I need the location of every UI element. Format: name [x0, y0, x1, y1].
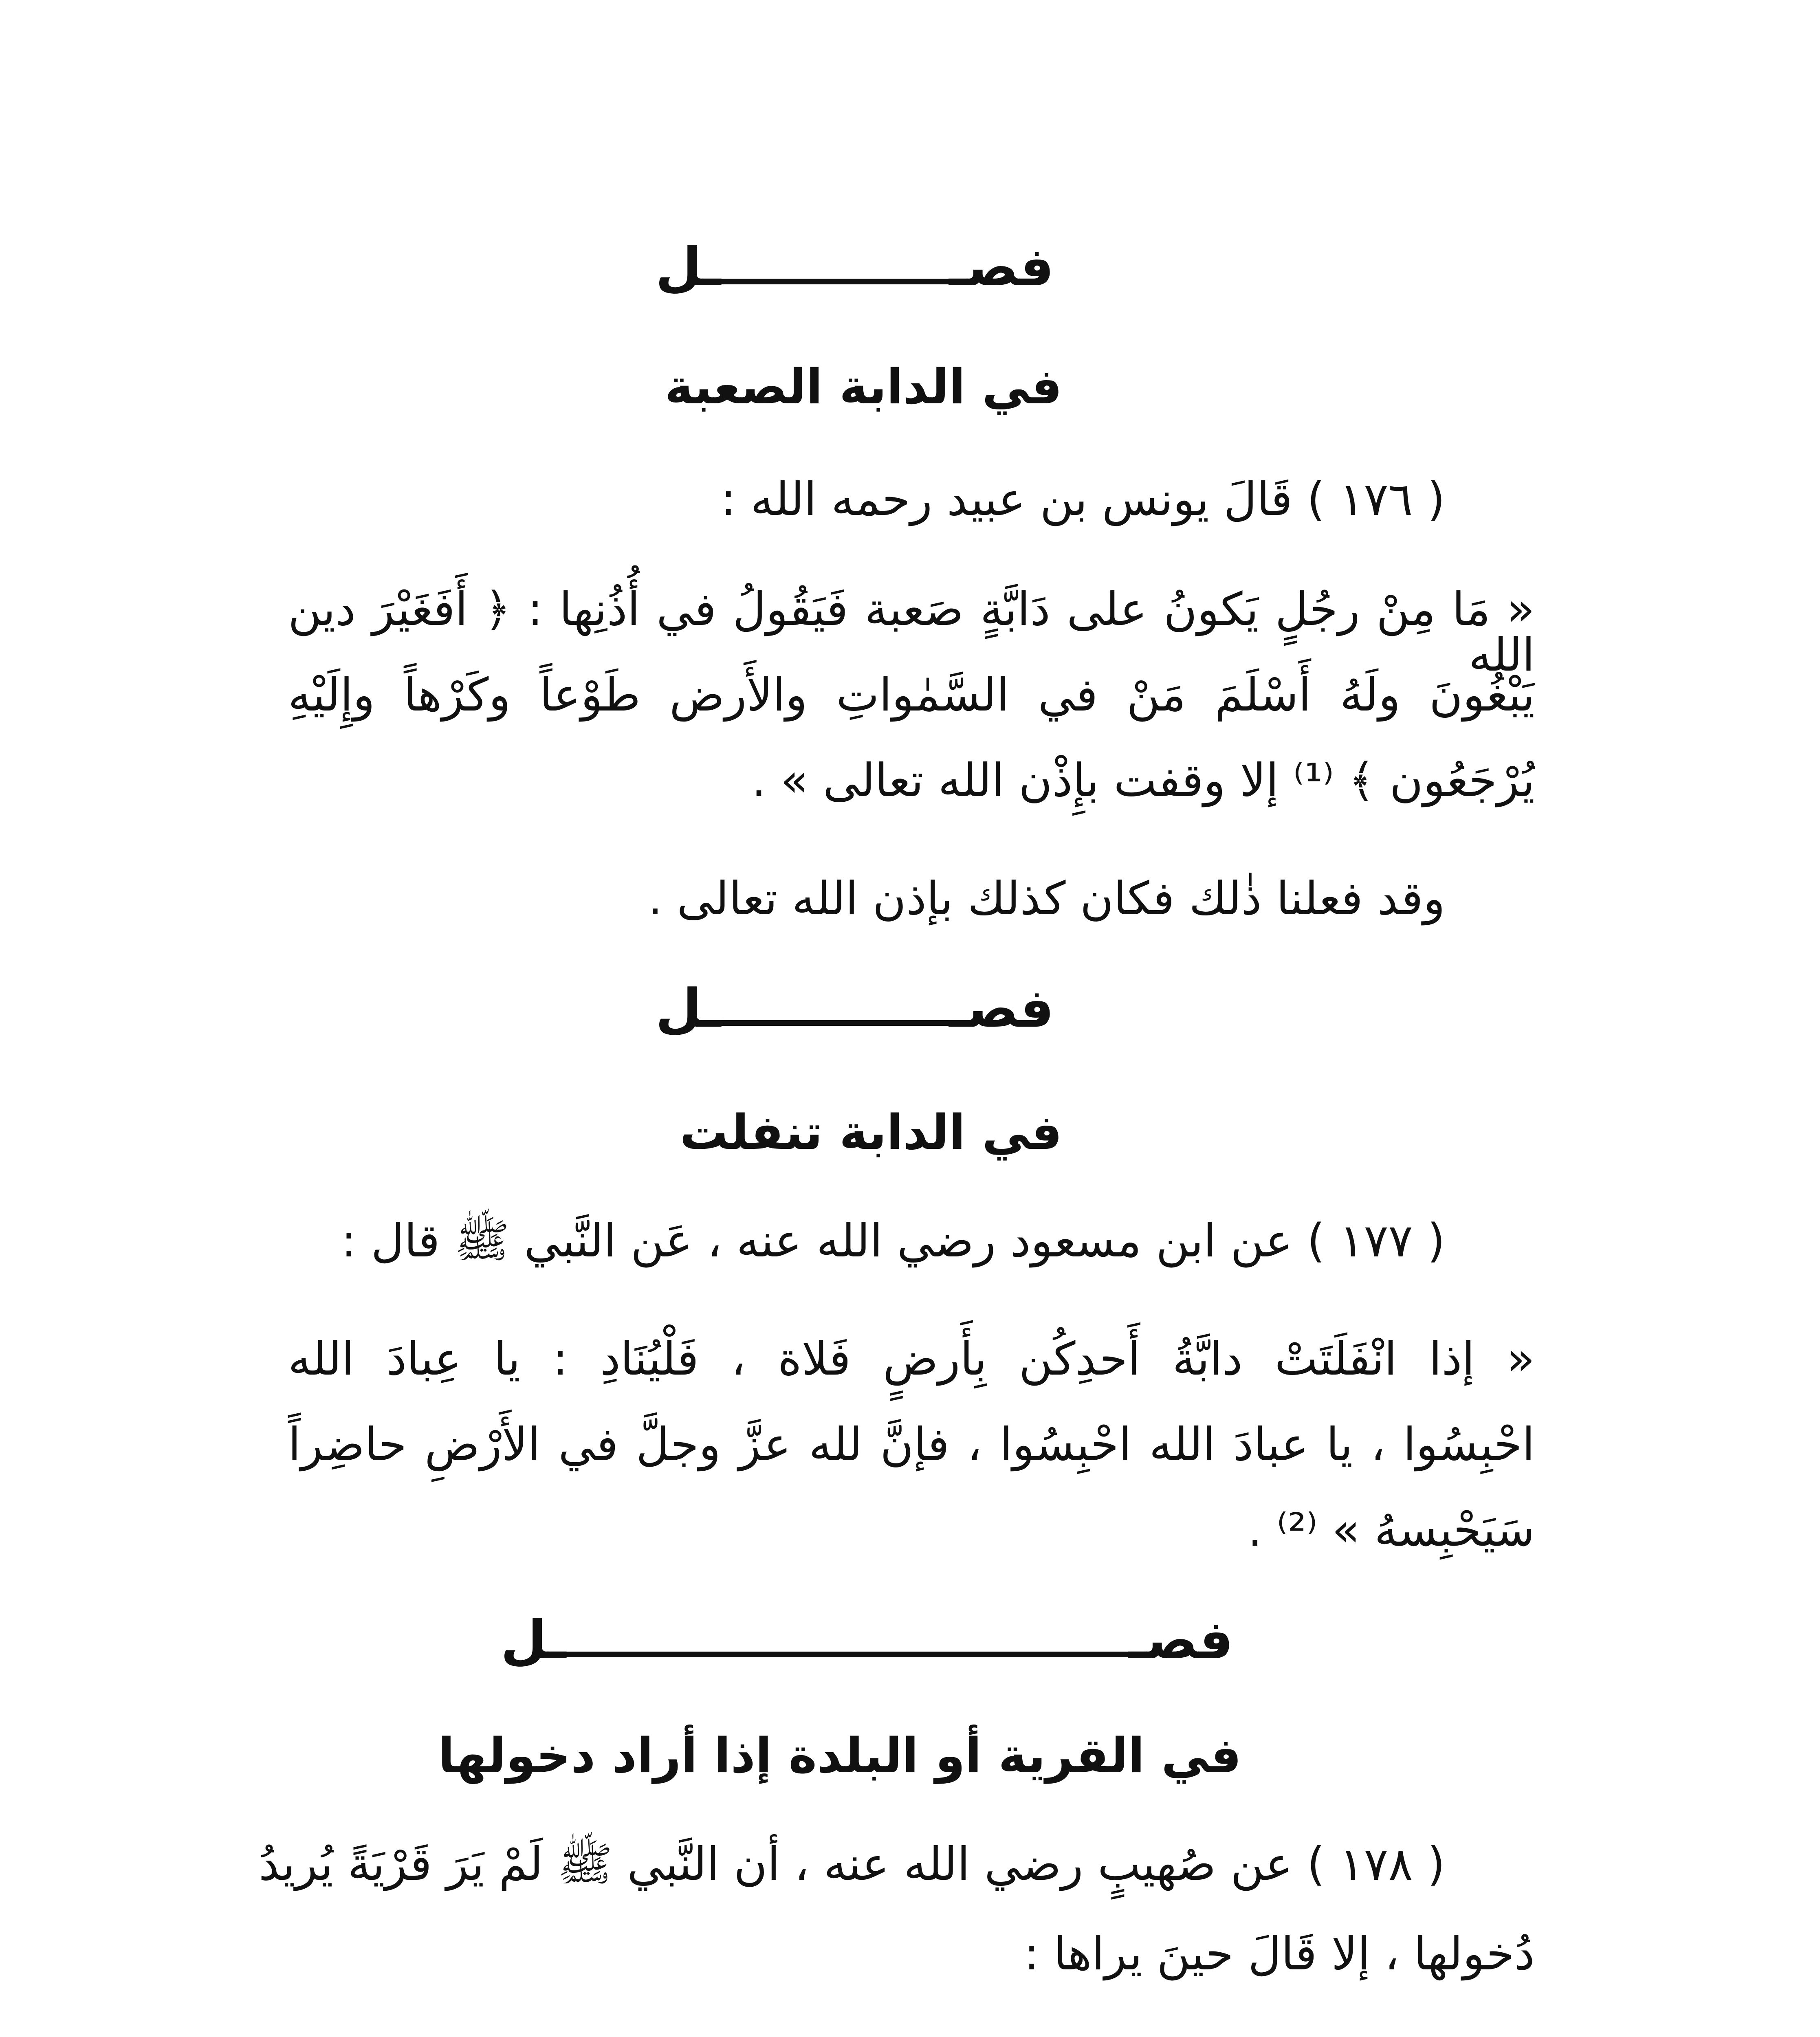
- section-divider: [500, 1609, 1233, 1671]
- section-divider: [655, 977, 1054, 1039]
- hadith-text-line: دُخولها ، إلا قَالَ حينَ يراها :: [1024, 1927, 1535, 1980]
- divider-stroke: [721, 279, 949, 284]
- section-divider-end: ـل: [655, 236, 721, 298]
- section-title: في الدابة الصعبة: [665, 359, 1062, 415]
- paragraph-text: وقد فعلنا ذٰلك فكان كذلك بإذن الله تعالى .: [648, 872, 1445, 925]
- hadith-text-line: « مَا مِنْ رجُلٍ يَكونُ على دَابَّةٍ صَعبة فَيَقُولُ في أُذُنِها : ﴿ أَفَغَيْرَ دين الله: [288, 583, 1535, 682]
- hadith-intro: ( ١٧٨ ) عن صُهيبٍ رضي الله عنه ، أن النَّبي ﷺ لَمْ يَرَ قَرْيَةً يُريدُ: [258, 1838, 1445, 1891]
- hadith-text-line: يُرْجَعُون ﴾ ⁽¹⁾ إلا وقفت بإِذْن الله تعالى » .: [751, 754, 1535, 807]
- section-divider: [655, 236, 1054, 298]
- section-title: في الدابة تنفلت: [680, 1104, 1062, 1160]
- section-divider-end: ـل: [655, 977, 721, 1039]
- hadith-text-line: « إذا انْفَلَتَتْ دابَّةُ أَحدِكُن بِأَرضٍ فَلاة ، فَلْيُنَادِ : يا عِبادَ الله: [288, 1333, 1535, 1386]
- section-divider-start: فصـ: [949, 977, 1054, 1039]
- hadith-text-line: يَبْغُونَ ولَهُ أَسْلَمَ مَنْ في السَّمٰواتِ والأَرض طَوْعاً وكَرْهاً وإِلَيْهِ: [288, 669, 1535, 722]
- hadith-text-line: احْبِسُوا ، يا عبادَ الله احْبِسُوا ، فإنَّ لله عزَّ وجلَّ في الأَرْضِ حاضِراً: [288, 1418, 1535, 1471]
- divider-stroke: [721, 1020, 949, 1026]
- hadith-text-line: سَيَحْبِسهُ » ⁽²⁾ .: [1248, 1504, 1535, 1557]
- section-divider-start: فصـ: [949, 236, 1054, 298]
- section-divider-end: ـل: [500, 1609, 566, 1671]
- section-title: في القرية أو البلدة إذا أراد دخولها: [438, 1727, 1241, 1784]
- hadith-intro: ( ١٧٧ ) عن ابن مسعود رضي الله عنه ، عَن النَّبي ﷺ قال :: [341, 1214, 1445, 1267]
- section-divider-start: فصـ: [1128, 1609, 1233, 1671]
- hadith-intro: ( ١٧٦ ) قَالَ يونس بن عبيد رحمه الله :: [720, 473, 1445, 526]
- divider-stroke: [566, 1652, 1128, 1657]
